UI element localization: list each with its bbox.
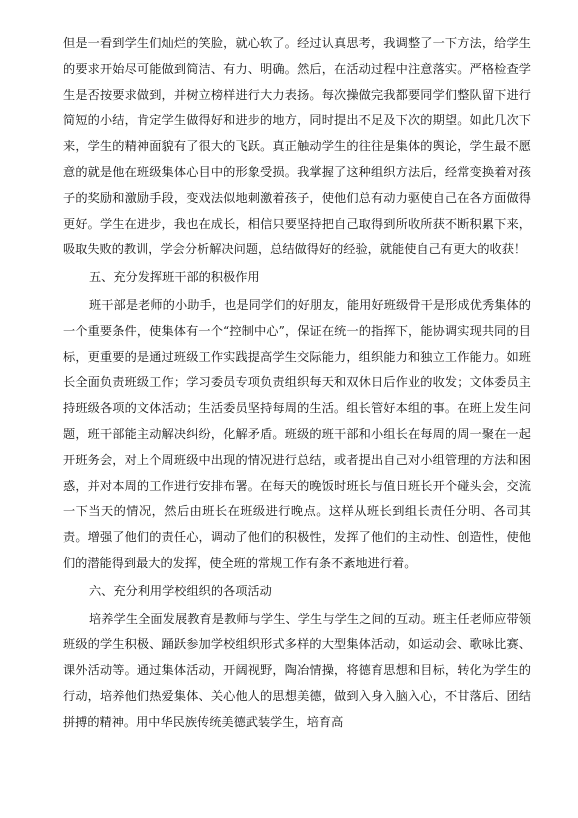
- paragraph-continued: 但是一看到学生们灿烂的笑脸，就心软了。经过认真思考，我调整了一下方法，给学生的要求开始尽可能做到简洁、有力、明确。然后，在活动过程中注意落实。严格检查学生是否按要求做到，并树立榜样进行大力表扬。每次操做完我都要同学们整队留下进行简短的小结，肯定学生做得好和进步的地方，同时提出不足及下次的期望。如此几次下来，学生的精神面貌有了很大的飞跃。真正触动学生的往往是集体的舆论，学生最不愿意的就是他在班级集体心目中的形象受损。我掌握了这种组织方法后，经常变换着对孩子的奖励和激励手段，变戏法似地刺激着孩子，使他们总有动力驱使自己在各方面做得更好。学生在进步，我也在成长，相信只要坚持把自己取得到所收所获不断积累下来，吸取失败的教训，学会分析解决问题，总结做得好的经验，就能使自己有更大的收获！: [63, 36, 531, 257]
- paragraph-class-cadres: 班干部是老师的小助手，也是同学们的好朋友，能用好班级骨干是形成优秀集体的一个重要条件，使集体有一个“控制中心”，保证在统一的指挥下，能协调实现共同的目标，更重要的是通过班级工作实践提高学生交际能力，组织能力和独立工作能力。如班长全面负责班级工作；学习委员专项负责组织每天和双休日后作业的收发；文体委员主持班级各项的文体活动；生活委员坚持每周的生活。组长管好本组的事。在班上发生问题，班干部能主动解决纠纷，化解矛盾。班级的班干部和小组长在每周的周一聚在一起开班务会，对上个周班级中出现的情况进行总结，或者提出自己对小组管理的方法和困惑，并对本周的工作进行安排布署。在每天的晚饭时班长与值日班长开个碰头会，交流一下当天的情况，然后由班长在班级进行晚点。这样从班长到组长责任分明、各司其责。增强了他们的责任心，调动了他们的积极性，发挥了他们的主动性、创造性，使他们的潜能得到最大的发挥，使全班的常规工作有条不紊地进行着。: [63, 297, 531, 570]
- paragraph-school-activities: 培养学生全面发展教育是教师与学生、学生与学生之间的互动。班主任老师应带领班级的学生积极、踊跃参加学校组织形式多样的大型集体活动，如运动会、歌咏比赛、课外活动等。通过集体活动，开阔视野，陶冶情操，将德育思想和目标，转化为学生的行动，培养他们热爱集体、关心他人的思想美德，做到入身入脑入心，不甘落后、团结拼搏的精神。用中华民族传统美德武装学生，培育高: [63, 611, 531, 729]
- section-heading-6: 六、充分利用学校组织的各项活动: [89, 583, 272, 598]
- section-heading-5: 五、充分发挥班干部的积极作用: [89, 270, 260, 285]
